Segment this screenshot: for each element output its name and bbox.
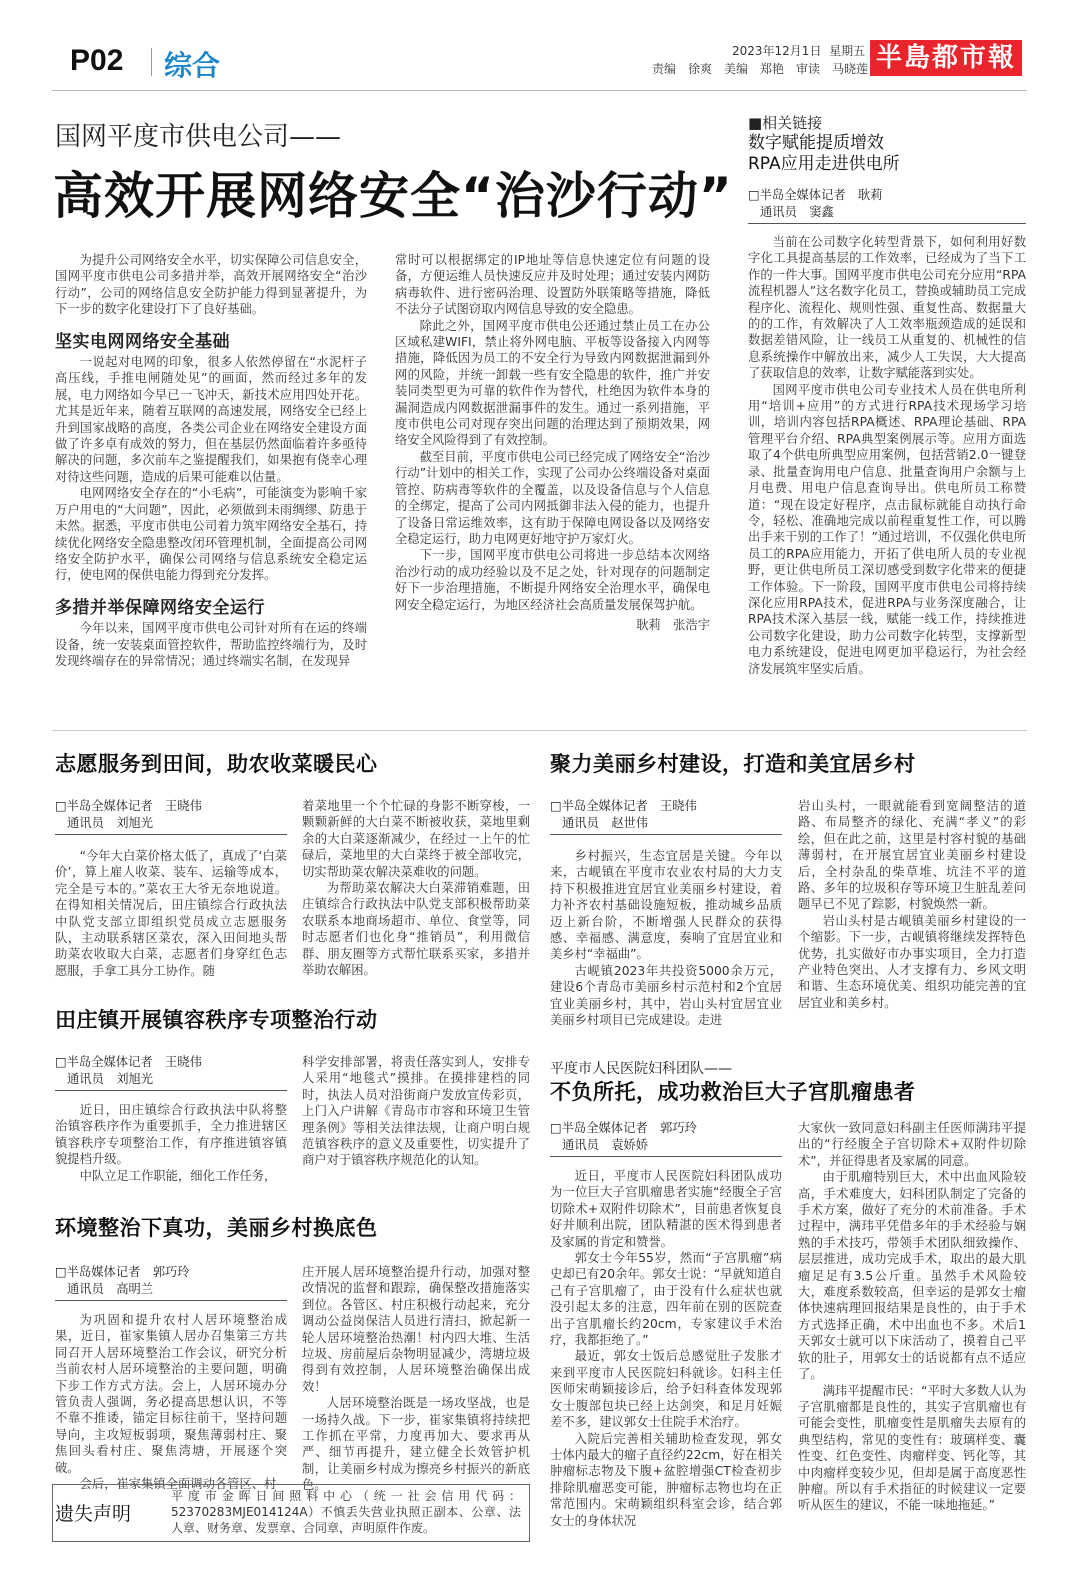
paragraph: 今年以来，国网平度市供电公司针对所有在运的终端设备，统一安装桌面管控软件，帮助监控终端行为，及时发现终端存在的异常情况；通过终端实名制，在发现异 bbox=[55, 621, 367, 668]
correspondent: 通讯员 窦鑫 bbox=[760, 205, 834, 219]
section-divider bbox=[52, 730, 1027, 731]
paragraph: 为帮助菜农解决大白菜滞销难题，田庄镇综合行政执法中队党支部积极帮助菜农联系本地商场超市、单位、食堂等，同时志愿者们也化身“推销员”，利用微信群、朋友圈等方式帮忙联系买家，多措并举助农解困。 bbox=[302, 881, 530, 978]
byline bbox=[55, 1264, 287, 1301]
paragraph: 满玮平提醒市民：“平时大多数人认为子宫肌瘤都是良性的，其实子宫肌瘤也有可能会变性，肌瘤变性是肌瘤失去原有的典型结构，常见的变性有：玻璃样变、囊性变、红色变性、肉瘤样变、钙化等，其中肉瘤样变较少见，但却是属于高度恶性肿瘤。所以有手术指征的时候建议一定要听从医生的建议，不能一味地拖延。” bbox=[798, 1383, 1026, 1513]
paragraph: 下一步，国网平度市供电公司将进一步总结本次网络治沙行动的成功经验以及不足之处，针对现存的问题制定好下一步治理措施，不断提升网络安全治理水平，确保电网安全稳定运行，为地区经济社会高质量发展保驾护航。 bbox=[395, 548, 710, 612]
paragraph: 会后，崔家集镇全面调动各管区、村 bbox=[79, 1477, 277, 1492]
article-col bbox=[798, 1120, 1026, 1514]
header-divider bbox=[151, 48, 152, 76]
byline bbox=[550, 1120, 782, 1157]
article-col bbox=[798, 798, 1026, 1011]
byline bbox=[748, 187, 1026, 224]
paragraph: 大家伙一致同意妇科副主任医师满玮平提出的“行经腹全子宫切除术+双附件切除术”，并征得患者及家属的同意。 bbox=[798, 1121, 1026, 1168]
main-article-col2 bbox=[395, 252, 710, 633]
reporter: □半岛全媒体记者 王晓伟 bbox=[550, 799, 697, 813]
notice-label: 遗失声明 bbox=[55, 1503, 132, 1525]
correspondent: 通讯员 刘旭光 bbox=[67, 1072, 154, 1086]
notice-text: 平度市金晖日间照料中心（统一社会信用代码：52370283MJE014124A）不慎丢失营业执照正副本、公章、法人章、财务章、发票章、合同章，声明原件作废。 bbox=[171, 1489, 521, 1535]
paragraph: 着菜地里一个个忙碌的身影不断穿梭，一颗颗新鲜的大白菜不断被收获，菜地里剩余的大白菜逐渐减少，在经过一上午的忙碌后，菜地里的大白菜终于被全部收完，切实帮助菜农解决菜难收的问题。 bbox=[302, 799, 530, 879]
paragraph: 近日，田庄镇综合行政执法中队将整治镇容秩序作为重要抓手，全力推进辖区镇容秩序专项整治工作，有序推进镇容镇貌提档升级。 bbox=[55, 1103, 287, 1167]
sidebar-title: 数字赋能提质增效 bbox=[748, 133, 884, 153]
article-col bbox=[550, 1168, 782, 1529]
paragraph: 国网平度市供电公司专业技术人员在供电所利用“培训+应用”的方式进行RPA技术现场学习培训，培训内容包括RPA概述、RPA理论基础、RPA管理平台介绍、RPA典型案例展示等。应用方面选取了4个供电所典型应用案例，包括营销2.0一键登录、批量查询用电户信息、批量查询用户余额与上月电费、用电户信息查询导出。供电所员工称赞道：“现在设定好程序，点击鼠标就能自动执行命令，轻松、准确地完成以前程重复性工作，可以腾出手来干别的工作了！”通过培训，不仅强化供电所员工的RPA应用能力，开拓了供电所人员的专业视野，更让供电所员工深切感受到数字化带来的便捷工作体验。下一阶段，国网平度市供电公司将持续深化应用RPA技术，促进RPA与业务深度融合，让RPA技术深入基层一线，赋能一线工作，持续推进公司数字化建设，助力公司数字化转型，支撑新型电力系统建设，促进电网更加平稳运行，为社会经济发展筑牢坚实后盾。 bbox=[748, 382, 1026, 676]
reporter: □半岛全媒体记者 王晓伟 bbox=[55, 1055, 202, 1069]
paragraph: 当前在公司数字化转型背景下，如何利用好数字化工具提高基层的工作效率，已经成为了当下工作的一件大事。国网平度市供电公司充分应用“RPA流程机器人”这名数字化员工，替换或辅助员工完成程序化、流程化、规则性强、重复性高、数据量大的的工作，有效解决了人工效率瓶颈造成的延误和数据差错风险，让一线员工从重复的、机械性的信息系统操作中解放出来，减少人工失误，大大提高了获取信息的效率，让数字赋能落到实处。 bbox=[748, 235, 1026, 381]
article-title: 不负所托，成功救治巨大子宫肌瘤患者 bbox=[550, 1080, 916, 1104]
correspondent: 通讯员 袁娇娇 bbox=[562, 1138, 649, 1152]
correspondent: 通讯员 赵世伟 bbox=[562, 816, 649, 830]
reporter: □半岛媒体记者 郭巧玲 bbox=[55, 1265, 190, 1279]
headline-kicker: 国网平度市供电公司—— bbox=[55, 122, 342, 152]
paragraph: 截至目前，平度市供电公司已经完成了网络安全“治沙行动”计划中的相关工作，实现了公司办公终端设备对桌面管控、防病毒等软件的全覆盖，以及设备信息与个人信息的全绑定，提高了公司内网抵御非法入侵的能力，也提升了设备日常运维效率，这有助于保障电网设备以及网络安全稳定运行，助力电网更好地守护万家灯火。 bbox=[395, 449, 710, 546]
page-header bbox=[52, 38, 1027, 91]
byline bbox=[550, 798, 782, 835]
reporter: □半岛全媒体记者 郭巧玲 bbox=[550, 1121, 697, 1135]
paragraph: 最近，郭女士饭后总感觉肚子发胀才来到平度市人民医院妇科就诊。妇科主任医师宋萌颖接诊后，给予妇科查体发现郭女士腹部包块已经上达剑突，和足月妊娠差不多，建议郭女士住院手术治疗。 bbox=[550, 1349, 782, 1430]
article-col bbox=[550, 848, 782, 1028]
author-signature: 耿莉 张浩宇 bbox=[636, 617, 710, 632]
reporter: □半岛全媒体记者 王晓伟 bbox=[55, 799, 202, 813]
main-article-col1 bbox=[55, 252, 367, 669]
article-col bbox=[302, 1054, 530, 1169]
newspaper-logo: 半島都市報 bbox=[870, 40, 1022, 76]
paragraph: 中队立足工作职能，细化工作任务， bbox=[79, 1168, 277, 1183]
paragraph: 为巩固和提升农村人居环境整治成果，近日，崔家集镇人居办召集第三方共同召开人居环境整治工作会议，研究分析当前农村人居环境整治的主要问题，明确下步工作方式方法。会上，人居环境办分管负责人强调，务必提高思想认识，不等不靠不推诿，锚定目标往前干，坚持问题导向，主攻短板弱项，聚焦薄弱村庄、聚焦回头看村庄、聚焦湾塘，开展逐个突破。 bbox=[55, 1313, 287, 1475]
correspondent: 通讯员 刘旭光 bbox=[67, 816, 154, 830]
page-number: P02 bbox=[70, 44, 124, 77]
related-sidebar bbox=[748, 112, 1026, 677]
paragraph: 入院后完善相关辅助检查发现，郭女士体内最大的瘤子直径约22cm，好在相关肿瘤标志物及下腹+盆腔增强CT检查初步排除肌瘤恶变可能，肿瘤标志物也均在正常范围内。宋萌颖组织科室会诊，结合郭女士的身体状况 bbox=[550, 1431, 782, 1528]
paragraph: 岩山头村，一眼就能看到宽阔整洁的道路、布局整齐的绿化、充满“孝义”的彩绘，但在此之前，这里是村容村貌的基础薄弱村，在开展宜居宜业美丽乡村建设后，全村杂乱的柴草堆、坑洼不平的道路、多年的垃圾积存等环境卫生脏乱差问题早已不见了踪影，村貌焕然一新。 bbox=[798, 799, 1026, 912]
article-title: 环境整治下真功，美丽乡村换底色 bbox=[55, 1216, 378, 1240]
weekday: 星期五 bbox=[829, 44, 866, 58]
paragraph: 古岘镇2023年共投资5000余万元，建设6个青岛市美丽乡村示范村和2个宜居宜业美丽乡村，其中，岩山头村宜居宜业美丽乡村项目已完成建设。走进 bbox=[550, 963, 782, 1028]
article-col bbox=[55, 1312, 287, 1492]
article-title: 田庄镇开展镇容秩序专项整治行动 bbox=[55, 1008, 378, 1032]
sidebar-body bbox=[748, 234, 1026, 677]
subheading: 多措并举保障网络安全运行 bbox=[55, 597, 265, 618]
lost-notice bbox=[52, 1484, 530, 1542]
paragraph: 电网网络安全存在的“小毛病”，可能演变为影响千家万户用电的“大问题”，因此，必须做到未雨绸缪、防患于未然。据悉，平度市供电公司着力筑牢网络安全基石，持续优化网络安全隐患整改闭环管理机制，全面提高公司网络安全防护水平，确保公司网络与信息系统安全稳定运行，使电网的保供电能力得到充分发挥。 bbox=[55, 486, 367, 583]
article-kicker: 平度市人民医院妇科团队—— bbox=[550, 1061, 732, 1077]
section-name: 综合 bbox=[164, 49, 221, 82]
paragraph: 常时可以根据绑定的IP地址等信息快速定位有问题的设备，方便运维人员快速反应并及时处理；通过安装内网防病毒软件、进行密码治理、设置防外联策略等措施，降低不法分子试图窃取内网信息导致的安全隐患。 bbox=[395, 253, 710, 317]
paragraph: 为提升公司网络安全水平，切实保障公司信息安全，国网平度市供电公司多措并举，高效开展网络安全“治沙行动”，公司的网络信息安全防护能力得到显著提升，为下一步的数字化建设打下了良好基础。 bbox=[55, 253, 367, 317]
paragraph: 近日，平度市人民医院妇科团队成功为一位巨大子宫肌瘤患者实施“经腹全子宫切除术+双附件切除术”，目前患者恢复良好并顺利出院，团队精湛的医术得到患者及家属的肯定和赞誉。 bbox=[550, 1169, 782, 1249]
article-title: 聚力美丽乡村建设，打造和美宜居乡村 bbox=[550, 752, 916, 776]
paragraph: 岩山头村是古岘镇美丽乡村建设的一个缩影。下一步，古岘镇将继续发挥特色优势，扎实做好市办事实项目，全力打造产业特色突出、人才支撑有力、乡风文明和谐、生态环境优美、组织功能完善的宜居宜业和美乡村。 bbox=[798, 913, 1026, 1010]
paragraph: 科学安排部署，将责任落实到人，安排专人采用“地毯式”摸排。在摸排建档的同时，执法人员对沿街商户发放宣传彩页，上门入户讲解《青岛市市容和环境卫生管理条例》等相关法律法规，让商户明白规范镇容秩序的意义及重要性，切实提升了商户对于镇容秩序规范化的认知。 bbox=[302, 1055, 530, 1168]
article-title: 志愿服务到田间，助农收菜暖民心 bbox=[55, 752, 378, 776]
article-col bbox=[55, 1102, 287, 1184]
paragraph: 除此之外，国网平度市供电公还通过禁止员工在办公区域私建WIFI，禁止将外网电脑、平板等设备接入内网等措施，降低因为员工的不安全行为导致内网数据泄漏到外网的风险，并统一卸载一些有安全隐患的软件，推广并安装同类型更为可靠的软件作为替代，杜绝因为软件本身的漏洞造成内网数据泄漏事件的发生。通过一系列措施，平度市供电公司对现存突出问题的治理达到了预期效果，网络安全风险得到了有效控制。 bbox=[395, 318, 710, 448]
paragraph: 庄开展人居环境整治提升行动，加强对整改情况的监督和跟踪，确保整改措施落实到位。各管区、村庄积极行动起来，充分调动公益岗保洁人员进行清扫，掀起新一轮人居环境整治热潮！村内四大堆、生活垃圾、房前屋后杂物明显减少，湾塘垃圾得到有效控制，人居环境整治确保出成效！ bbox=[302, 1265, 530, 1394]
related-tag: ■相关链接 bbox=[748, 114, 823, 132]
article-col bbox=[55, 848, 287, 979]
paragraph: 一说起对电网的印象，很多人依然停留在“水泥杆子高压线，手推电闸随处见”的画面，然而经过多年的发展，电力网络如今早已一飞冲天，新技术应用四处开花。尤其是近年来，随着互联网的高速发展，网络安全已经上升到国家战略的高度，各类公司企业在网络安全建设方面做了许多卓有成效的努力，但在基层仍然面临着许多亟待解决的问题，多次前车之鉴提醒我们，如果抱有侥幸心理对待这些问题，造成的后果可能难以估量。 bbox=[55, 355, 367, 484]
headline: 高效开展网络安全“治沙行动” bbox=[53, 167, 733, 225]
date: 2023年12月1日 bbox=[732, 44, 822, 58]
article-col bbox=[302, 798, 530, 978]
paragraph: 郭女士今年55岁，然而“子宫肌瘤”病史却已有20余年。郭女士说：“早就知道自己有子宫肌瘤了，由于没有什么症状也就没引起太多的注意，四年前在别的医院查出子宫肌瘤长约20cm，专家建议手术治疗，我都拒绝了。” bbox=[550, 1251, 782, 1348]
paragraph: 乡村振兴，生态宜居是关键。今年以来，古岘镇在平度市农业农村局的大力支持下积极推进宜居宜业美丽乡村建设，着力补齐农村基础设施短板，推动城乡品质迈上新台阶，不断增强人民群众的获得感、幸福感、满意度，奏响了宜居宜业和美乡村“幸福曲”。 bbox=[550, 849, 782, 962]
issue-date bbox=[732, 42, 865, 59]
subheading: 坚实电网网络安全基础 bbox=[55, 331, 230, 352]
paragraph: 人居环境整治既是一场攻坚战，也是一场持久战。下一步，崔家集镇将持续把工作抓在平常，力度再加大、要求再从严、细节再提升，建立健全长效管护机制，让美丽乡村成为擦亮乡村振兴的新底色。 bbox=[302, 1396, 530, 1493]
correspondent: 通讯员 高明兰 bbox=[67, 1282, 154, 1296]
article-col bbox=[302, 1264, 530, 1494]
reporter: □半岛全媒体记者 耿莉 bbox=[748, 188, 883, 202]
sidebar-title: RPA应用走进供电所 bbox=[748, 154, 900, 174]
editor-credits: 责编 徐爽 美编 郑艳 审读 马晓莲 bbox=[652, 62, 869, 76]
byline bbox=[55, 1054, 287, 1091]
paragraph: 由于肌瘤特别巨大，术中出血风险较高，手术难度大，妇科团队制定了完备的手术方案，做好了充分的术前准备。手术过程中，满玮平凭借多年的手术经验与娴熟的手术技巧，带领手术团队细致操作、层层推进，成功完成手术，取出的最大肌瘤足足有3.5公斤重。虽然手术风险较大，难度系数较高，但幸运的是郭女士瘤体快速病理回报结果是良性的，由于手术方式选择正确，术中出血也不多。术后1天郭女士就可以下床活动了，摸着自己平软的肚子，用郭女士的话说都有点不适应了。 bbox=[798, 1170, 1026, 1382]
byline bbox=[55, 798, 287, 835]
paragraph: “今年大白菜价格太低了，真成了‘白菜价’，算上雇人收菜、装车、运输等成本，完全是亏本的。”菜农王大爷无奈地说道。在得知相关情况后，田庄镇综合行政执法中队党支部立即组织党员成立志愿服务队，主动联系辖区菜农，深入田间地头帮助菜农收取大白菜，志愿者们身穿红色志愿服，手拿工具分工协作。随 bbox=[55, 849, 287, 978]
